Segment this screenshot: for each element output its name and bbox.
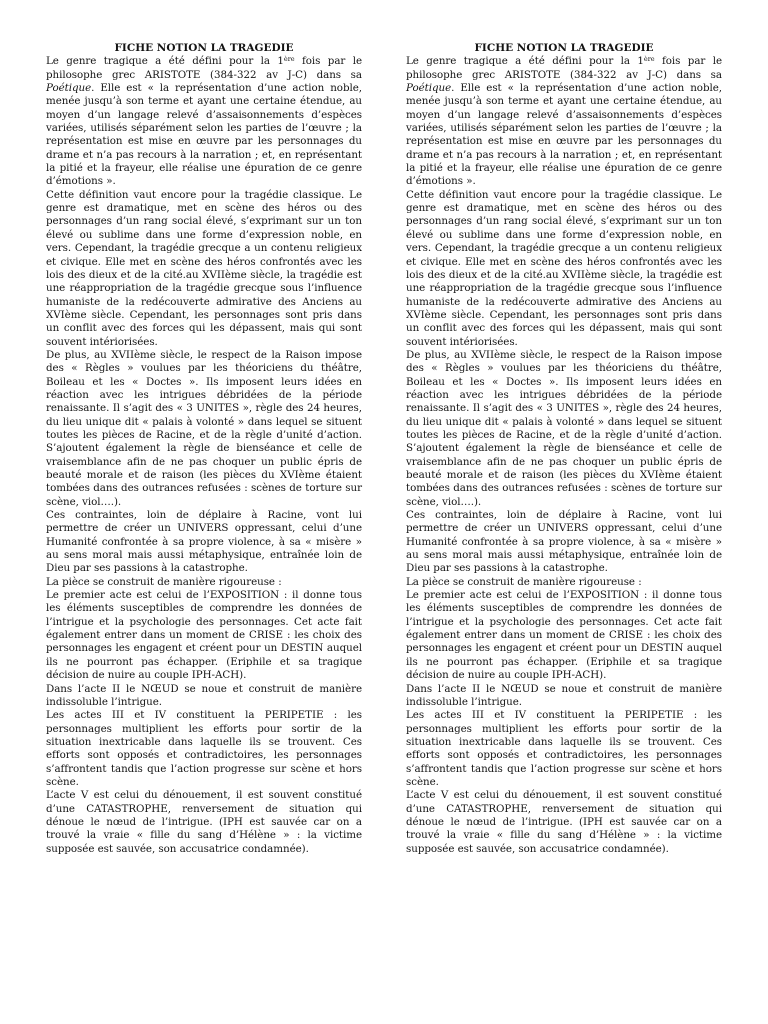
paragraph-definition: Cette définition vaut encore pour la tragédie classique. Le genre est dramatique, met en scène des héros ou des personnages d’un rang social élevé, s’exprimant sur un ton élevé ou sublime dans une forme d’expression noble, en vers. Cependant, la tragédie grecque a un contenu religieux et civique. Elle met en scène des héros confrontés avec les lois des dieux et de la cité.au XVIIème siècle, la tragédie est une réappropriation de la tragédie grecque sous l’influence humaniste de la redécouverte admirative des Anciens au XVIème siècle. Cependant, les personnages sont pris dans un conflit avec des forces qui les dépassent, mais qui sont souvent intériorisées. — [46, 188, 362, 348]
paragraph-construction: La pièce se construit de manière rigoureuse : — [46, 575, 282, 588]
text-span: . Elle est « la représentation d’une action noble, menée jusqu’à son terme et ayant une certaine étendue, au moyen d’un langage relevé d’assaisonnements d’espèces variées, utilisés séparément selon les parties de l’œuvre ; la représentation est mise en œuvre par les personnages du drame et n’a pas recours à la narration ; et, en représentant la pitié et la frayeur, elle réalise une épuration de ce genre d’émotions ». — [46, 82, 362, 188]
paragraph-regles: De plus, au XVIIème siècle, le respect de la Raison impose des « Règles » voulues par les théoriciens du théâtre, Boileau et les « Doctes ». Ils imposent leurs idées en réaction avec les intrigues débridées de la période renaissante. Il s’agit des « 3 UNITES », règle des 24 heures, du lieu unique dit « palais à volonté » dans lequel se situent toutes les pièces de Racine, et de la règle d’unité d’action. S’ajoutent également la règle de bienséance et celle de vraisemblance afin de ne pas choquer un public épris de beauté morale et de raison (les pièces du XVIème étaient tombées dans des outrances refusées : scènes de torture sur scène, viol….). — [46, 348, 362, 508]
document-title: FICHE NOTION LA TRAGEDIE — [474, 42, 654, 54]
italic-title: Poétique — [406, 82, 452, 95]
paragraph-exposition: Le premier acte est celui de l’EXPOSITION : il donne tous les éléments susceptibles de comprendre les données de l’intrigue et la psychologie des personnages. Cet acte fait également entrer dans un moment de CRISE : les choix des personnages les engagent et créent pour un DESTIN auquel ils ne pourront pas échapper. (Eriphile et sa tragique décision de nuire au couple IPH-ACH). — [46, 589, 362, 682]
paragraph-construction: La pièce se construit de manière rigoureuse : — [406, 575, 642, 588]
paragraph-contraintes: Ces contraintes, loin de déplaire à Racine, vont lui permettre de créer un UNIVERS oppressant, celui d’une Humanité confrontée à sa propre violence, à sa « misère » au sens moral mais aussi métaphysique, entraînée loin de Dieu par ses passions à la catastrophe. — [46, 509, 362, 575]
paragraph-aristote — [46, 55, 362, 188]
paragraph-noeud: Dans l’acte II le NŒUD se noue et construit de manière indissoluble l’intrigue. — [46, 682, 362, 708]
superscript: ère — [643, 55, 655, 64]
text-span: fois par le philosophe grec ARISTOTE (384-322 av J-C) dans sa — [406, 55, 722, 81]
text-span: . Elle est « la représentation d’une action noble, menée jusqu’à son terme et ayant une certaine étendue, au moyen d’un langage relevé d’assaisonnements d’espèces variées, utilisés séparément selon les parties de l’œuvre ; la représentation est mise en œuvre par les personnages du drame et n’a pas recours à la narration ; et, en représentant la pitié et la frayeur, elle réalise une épuration de ce genre d’émotions ». — [406, 82, 722, 188]
paragraph-definition: Cette définition vaut encore pour la tragédie classique. Le genre est dramatique, met en scène des héros ou des personnages d’un rang social élevé, s’exprimant sur un ton élevé ou sublime dans une forme d’expression noble, en vers. Cependant, la tragédie grecque a un contenu religieux et civique. Elle met en scène des héros confrontés avec les lois des dieux et de la cité.au XVIIème siècle, la tragédie est une réappropriation de la tragédie grecque sous l’influence humaniste de la redécouverte admirative des Anciens au XVIème siècle. Cependant, les personnages sont pris dans un conflit avec des forces qui les dépassent, mais qui sont souvent intériorisées. — [406, 188, 722, 348]
superscript: ère — [283, 55, 295, 64]
text-span: Le genre tragique a été défini pour la 1 — [46, 55, 284, 68]
text-span: fois par le philosophe grec ARISTOTE (384-322 av J-C) dans sa — [46, 55, 362, 81]
paragraph-denouement: L’acte V est celui du dénouement, il est souvent constitué d’une CATASTROPHE, renversement de situation qui dénoue le nœud de l’intrigue. (IPH est sauvée car on a trouvé la vraie « fille du sang d’Hélène » : la victime supposée est sauvée, son accusatrice condamnée). — [46, 789, 362, 855]
paragraph-noeud: Dans l’acte II le NŒUD se noue et construit de manière indissoluble l’intrigue. — [406, 682, 722, 708]
document-title: FICHE NOTION LA TRAGEDIE — [114, 42, 294, 54]
paragraph-peripetie: Les actes III et IV constituent la PERIPETIE : les personnages multiplient les efforts pour sortir de la situation inextricable dans laquelle ils se trouvent. Ces efforts sont opposés et contradictoires, les personnages s’affrontent tandis que l’action progresse sur scène et hors scène. — [46, 709, 362, 788]
paragraph-peripetie: Les actes III et IV constituent la PERIPETIE : les personnages multiplient les efforts pour sortir de la situation inextricable dans laquelle ils se trouvent. Ces efforts sont opposés et contradictoires, les personnages s’affrontent tandis que l’action progresse sur scène et hors scène. — [406, 709, 722, 788]
paragraph-denouement: L’acte V est celui du dénouement, il est souvent constitué d’une CATASTROPHE, renversement de situation qui dénoue le nœud de l’intrigue. (IPH est sauvée car on a trouvé la vraie « fille du sang d’Hélène » : la victime supposée est sauvée, son accusatrice condamnée). — [406, 789, 722, 855]
paragraph-exposition: Le premier acte est celui de l’EXPOSITION : il donne tous les éléments susceptibles de comprendre les données de l’intrigue et la psychologie des personnages. Cet acte fait également entrer dans un moment de CRISE : les choix des personnages les engagent et créent pour un DESTIN auquel ils ne pourront pas échapper. (Eriphile et sa tragique décision de nuire au couple IPH-ACH). — [406, 589, 722, 682]
paragraph-aristote — [406, 55, 722, 188]
document-column-left — [46, 42, 362, 856]
paragraph-regles: De plus, au XVIIème siècle, le respect de la Raison impose des « Règles » voulues par les théoriciens du théâtre, Boileau et les « Doctes ». Ils imposent leurs idées en réaction avec les intrigues débridées de la période renaissante. Il s’agit des « 3 UNITES », règle des 24 heures, du lieu unique dit « palais à volonté » dans lequel se situent toutes les pièces de Racine, et de la règle d’unité d’action. S’ajoutent également la règle de bienséance et celle de vraisemblance afin de ne pas choquer un public épris de beauté morale et de raison (les pièces du XVIème étaient tombées dans des outrances refusées : scènes de torture sur scène, viol….). — [406, 348, 722, 508]
italic-title: Poétique — [46, 82, 92, 95]
text-span: Le genre tragique a été défini pour la 1 — [406, 55, 644, 68]
paragraph-contraintes: Ces contraintes, loin de déplaire à Racine, vont lui permettre de créer un UNIVERS oppressant, celui d’une Humanité confrontée à sa propre violence, à sa « misère » au sens moral mais aussi métaphysique, entraînée loin de Dieu par ses passions à la catastrophe. — [406, 509, 722, 575]
document-column-right — [406, 42, 722, 856]
